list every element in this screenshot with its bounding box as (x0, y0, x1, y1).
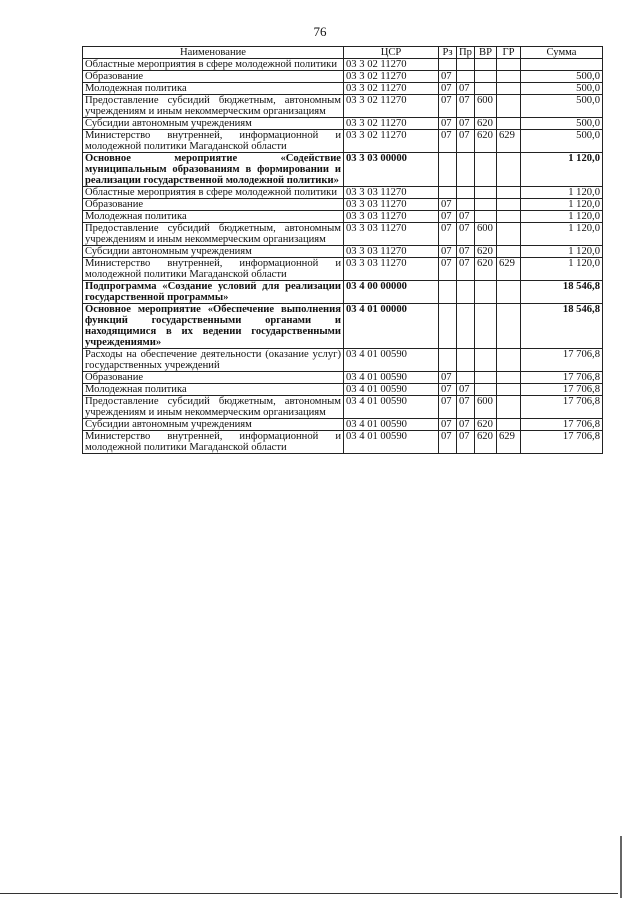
cell-pr: 07 (457, 431, 475, 454)
cell-gr (497, 211, 521, 223)
cell-csr: 03 3 03 11270 (344, 258, 439, 281)
cell-sum: 1 120,0 (521, 187, 603, 199)
cell-rz: 07 (439, 83, 457, 95)
cell-pr: 07 (457, 83, 475, 95)
cell-csr: 03 4 01 00590 (344, 384, 439, 396)
cell-csr: 03 3 02 11270 (344, 95, 439, 118)
cell-pr: 07 (457, 246, 475, 258)
cell-csr: 03 3 02 11270 (344, 59, 439, 71)
header-pr: Пр (457, 47, 475, 59)
header-gr: ГР (497, 47, 521, 59)
cell-pr: 07 (457, 223, 475, 246)
cell-csr: 03 4 01 00590 (344, 372, 439, 384)
cell-gr (497, 349, 521, 372)
cell-rz: 07 (439, 384, 457, 396)
scan-edge-mark (620, 836, 622, 898)
cell-sum: 17 706,8 (521, 349, 603, 372)
cell-name: Образование (83, 372, 344, 384)
cell-sum: 500,0 (521, 118, 603, 130)
cell-vr: 620 (475, 130, 497, 153)
cell-sum: 17 706,8 (521, 419, 603, 431)
cell-rz (439, 153, 457, 187)
page-number: 76 (313, 24, 327, 39)
cell-csr: 03 3 03 11270 (344, 211, 439, 223)
table-row (83, 258, 603, 281)
cell-csr: 03 3 03 11270 (344, 223, 439, 246)
cell-name: Молодежная политика (83, 211, 344, 223)
cell-vr (475, 83, 497, 95)
table-header-row (83, 47, 603, 59)
table-row (83, 223, 603, 246)
cell-name: Министерство внутренней, информационной и молодежной политики Магаданской области (83, 130, 344, 153)
cell-gr (497, 281, 521, 304)
cell-rz: 07 (439, 199, 457, 211)
cell-name: Министерство внутренней, информационной и молодежной политики Магаданской области (83, 258, 344, 281)
cell-rz: 07 (439, 211, 457, 223)
cell-sum: 1 120,0 (521, 211, 603, 223)
cell-vr: 600 (475, 223, 497, 246)
cell-sum: 17 706,8 (521, 431, 603, 454)
cell-name: Предоставление субсидий бюджетным, автономным учреждениям и иным некоммерческим организациям (83, 95, 344, 118)
table-row (83, 372, 603, 384)
cell-gr: 629 (497, 130, 521, 153)
cell-rz (439, 281, 457, 304)
cell-pr (457, 71, 475, 83)
cell-csr: 03 4 01 00590 (344, 419, 439, 431)
cell-name: Основное мероприятие «Содействие муниципальным образованиям в формировании и реализации государственной молодежной политики» (83, 153, 344, 187)
cell-sum: 1 120,0 (521, 153, 603, 187)
cell-csr: 03 3 02 11270 (344, 83, 439, 95)
cell-pr: 07 (457, 419, 475, 431)
table-row (83, 304, 603, 349)
cell-csr: 03 4 01 00590 (344, 396, 439, 419)
cell-pr: 07 (457, 130, 475, 153)
cell-gr (497, 71, 521, 83)
cell-name: Основное мероприятие «Обеспечение выполнения функций государственными органами и находящимися в их ведении государственными учреждениями» (83, 304, 344, 349)
cell-name: Министерство внутренней, информационной и молодежной политики Магаданской области (83, 431, 344, 454)
cell-pr (457, 372, 475, 384)
cell-pr: 07 (457, 396, 475, 419)
cell-gr (497, 83, 521, 95)
cell-pr (457, 281, 475, 304)
cell-sum: 500,0 (521, 130, 603, 153)
table-row (83, 83, 603, 95)
cell-vr (475, 349, 497, 372)
cell-sum (521, 59, 603, 71)
cell-name: Образование (83, 199, 344, 211)
cell-rz: 07 (439, 372, 457, 384)
table-row (83, 246, 603, 258)
cell-pr: 07 (457, 211, 475, 223)
table-row (83, 419, 603, 431)
cell-sum: 1 120,0 (521, 223, 603, 246)
cell-rz: 07 (439, 258, 457, 281)
cell-pr: 07 (457, 384, 475, 396)
cell-gr (497, 396, 521, 419)
cell-name: Молодежная политика (83, 83, 344, 95)
cell-vr: 600 (475, 95, 497, 118)
cell-name: Предоставление субсидий бюджетным, автономным учреждениям и иным некоммерческим организациям (83, 396, 344, 419)
cell-vr (475, 211, 497, 223)
cell-sum: 18 546,8 (521, 304, 603, 349)
cell-rz: 07 (439, 419, 457, 431)
cell-csr: 03 3 03 11270 (344, 246, 439, 258)
cell-rz (439, 349, 457, 372)
table-row (83, 71, 603, 83)
cell-name: Субсидии автономным учреждениям (83, 118, 344, 130)
cell-csr: 03 4 01 00590 (344, 431, 439, 454)
cell-gr (497, 304, 521, 349)
cell-pr (457, 349, 475, 372)
cell-rz (439, 59, 457, 71)
cell-gr: 629 (497, 431, 521, 454)
cell-gr (497, 199, 521, 211)
cell-rz: 07 (439, 246, 457, 258)
cell-name: Областные мероприятия в сфере молодежной политики (83, 187, 344, 199)
cell-vr: 620 (475, 246, 497, 258)
cell-sum: 500,0 (521, 71, 603, 83)
cell-gr (497, 419, 521, 431)
header-rz: Рз (439, 47, 457, 59)
cell-csr: 03 4 00 00000 (344, 281, 439, 304)
cell-pr (457, 304, 475, 349)
cell-rz (439, 304, 457, 349)
table-row (83, 431, 603, 454)
cell-sum: 500,0 (521, 95, 603, 118)
cell-csr: 03 3 03 11270 (344, 199, 439, 211)
bottom-rule (0, 893, 618, 894)
table-body (83, 59, 603, 454)
cell-pr: 07 (457, 95, 475, 118)
cell-vr (475, 384, 497, 396)
cell-name: Субсидии автономным учреждениям (83, 419, 344, 431)
cell-rz: 07 (439, 71, 457, 83)
cell-gr (497, 372, 521, 384)
cell-gr (497, 187, 521, 199)
cell-csr: 03 3 02 11270 (344, 118, 439, 130)
cell-sum: 1 120,0 (521, 199, 603, 211)
cell-sum: 17 706,8 (521, 372, 603, 384)
cell-vr (475, 153, 497, 187)
cell-rz: 07 (439, 431, 457, 454)
cell-gr (497, 384, 521, 396)
cell-pr (457, 153, 475, 187)
table-row (83, 384, 603, 396)
cell-sum: 1 120,0 (521, 246, 603, 258)
cell-sum: 17 706,8 (521, 384, 603, 396)
cell-csr: 03 3 02 11270 (344, 130, 439, 153)
header-name: Наименование (83, 47, 344, 59)
cell-rz: 07 (439, 118, 457, 130)
cell-vr: 600 (475, 396, 497, 419)
table-row (83, 281, 603, 304)
cell-name: Субсидии автономным учреждениям (83, 246, 344, 258)
table-row (83, 153, 603, 187)
cell-rz: 07 (439, 223, 457, 246)
cell-gr (497, 246, 521, 258)
table-row (83, 59, 603, 71)
cell-vr (475, 187, 497, 199)
header-vr: ВР (475, 47, 497, 59)
cell-pr (457, 199, 475, 211)
cell-csr: 03 3 03 11270 (344, 187, 439, 199)
cell-csr: 03 3 03 00000 (344, 153, 439, 187)
cell-pr: 07 (457, 118, 475, 130)
table-row (83, 118, 603, 130)
cell-rz (439, 187, 457, 199)
cell-vr: 620 (475, 431, 497, 454)
cell-pr (457, 59, 475, 71)
cell-gr: 629 (497, 258, 521, 281)
cell-name: Предоставление субсидий бюджетным, автономным учреждениям и иным некоммерческим организациям (83, 223, 344, 246)
cell-rz: 07 (439, 130, 457, 153)
cell-sum: 1 120,0 (521, 258, 603, 281)
cell-gr (497, 118, 521, 130)
table-row (83, 95, 603, 118)
cell-vr: 620 (475, 419, 497, 431)
cell-csr: 03 4 01 00590 (344, 349, 439, 372)
cell-gr (497, 95, 521, 118)
cell-vr (475, 199, 497, 211)
table-row (83, 187, 603, 199)
header-csr: ЦСР (344, 47, 439, 59)
cell-gr (497, 223, 521, 246)
cell-vr: 620 (475, 258, 497, 281)
budget-table (82, 46, 603, 454)
cell-gr (497, 153, 521, 187)
cell-pr (457, 187, 475, 199)
table-row (83, 199, 603, 211)
cell-sum: 18 546,8 (521, 281, 603, 304)
cell-vr (475, 281, 497, 304)
header-sum: Сумма (521, 47, 603, 59)
cell-gr (497, 59, 521, 71)
cell-vr: 620 (475, 118, 497, 130)
table-row (83, 349, 603, 372)
cell-name: Расходы на обеспечение деятельности (оказание услуг) государственных учреждений (83, 349, 344, 372)
cell-vr (475, 372, 497, 384)
cell-rz: 07 (439, 396, 457, 419)
cell-vr (475, 304, 497, 349)
cell-vr (475, 71, 497, 83)
cell-sum: 17 706,8 (521, 396, 603, 419)
cell-name: Областные мероприятия в сфере молодежной политики (83, 59, 344, 71)
table-row (83, 211, 603, 223)
cell-rz: 07 (439, 95, 457, 118)
cell-pr: 07 (457, 258, 475, 281)
cell-sum: 500,0 (521, 83, 603, 95)
table-row (83, 396, 603, 419)
cell-csr: 03 3 02 11270 (344, 71, 439, 83)
cell-name: Образование (83, 71, 344, 83)
cell-name: Молодежная политика (83, 384, 344, 396)
cell-name: Подпрограмма «Создание условий для реализации государственной программы» (83, 281, 344, 304)
cell-vr (475, 59, 497, 71)
table-row (83, 130, 603, 153)
cell-csr: 03 4 01 00000 (344, 304, 439, 349)
